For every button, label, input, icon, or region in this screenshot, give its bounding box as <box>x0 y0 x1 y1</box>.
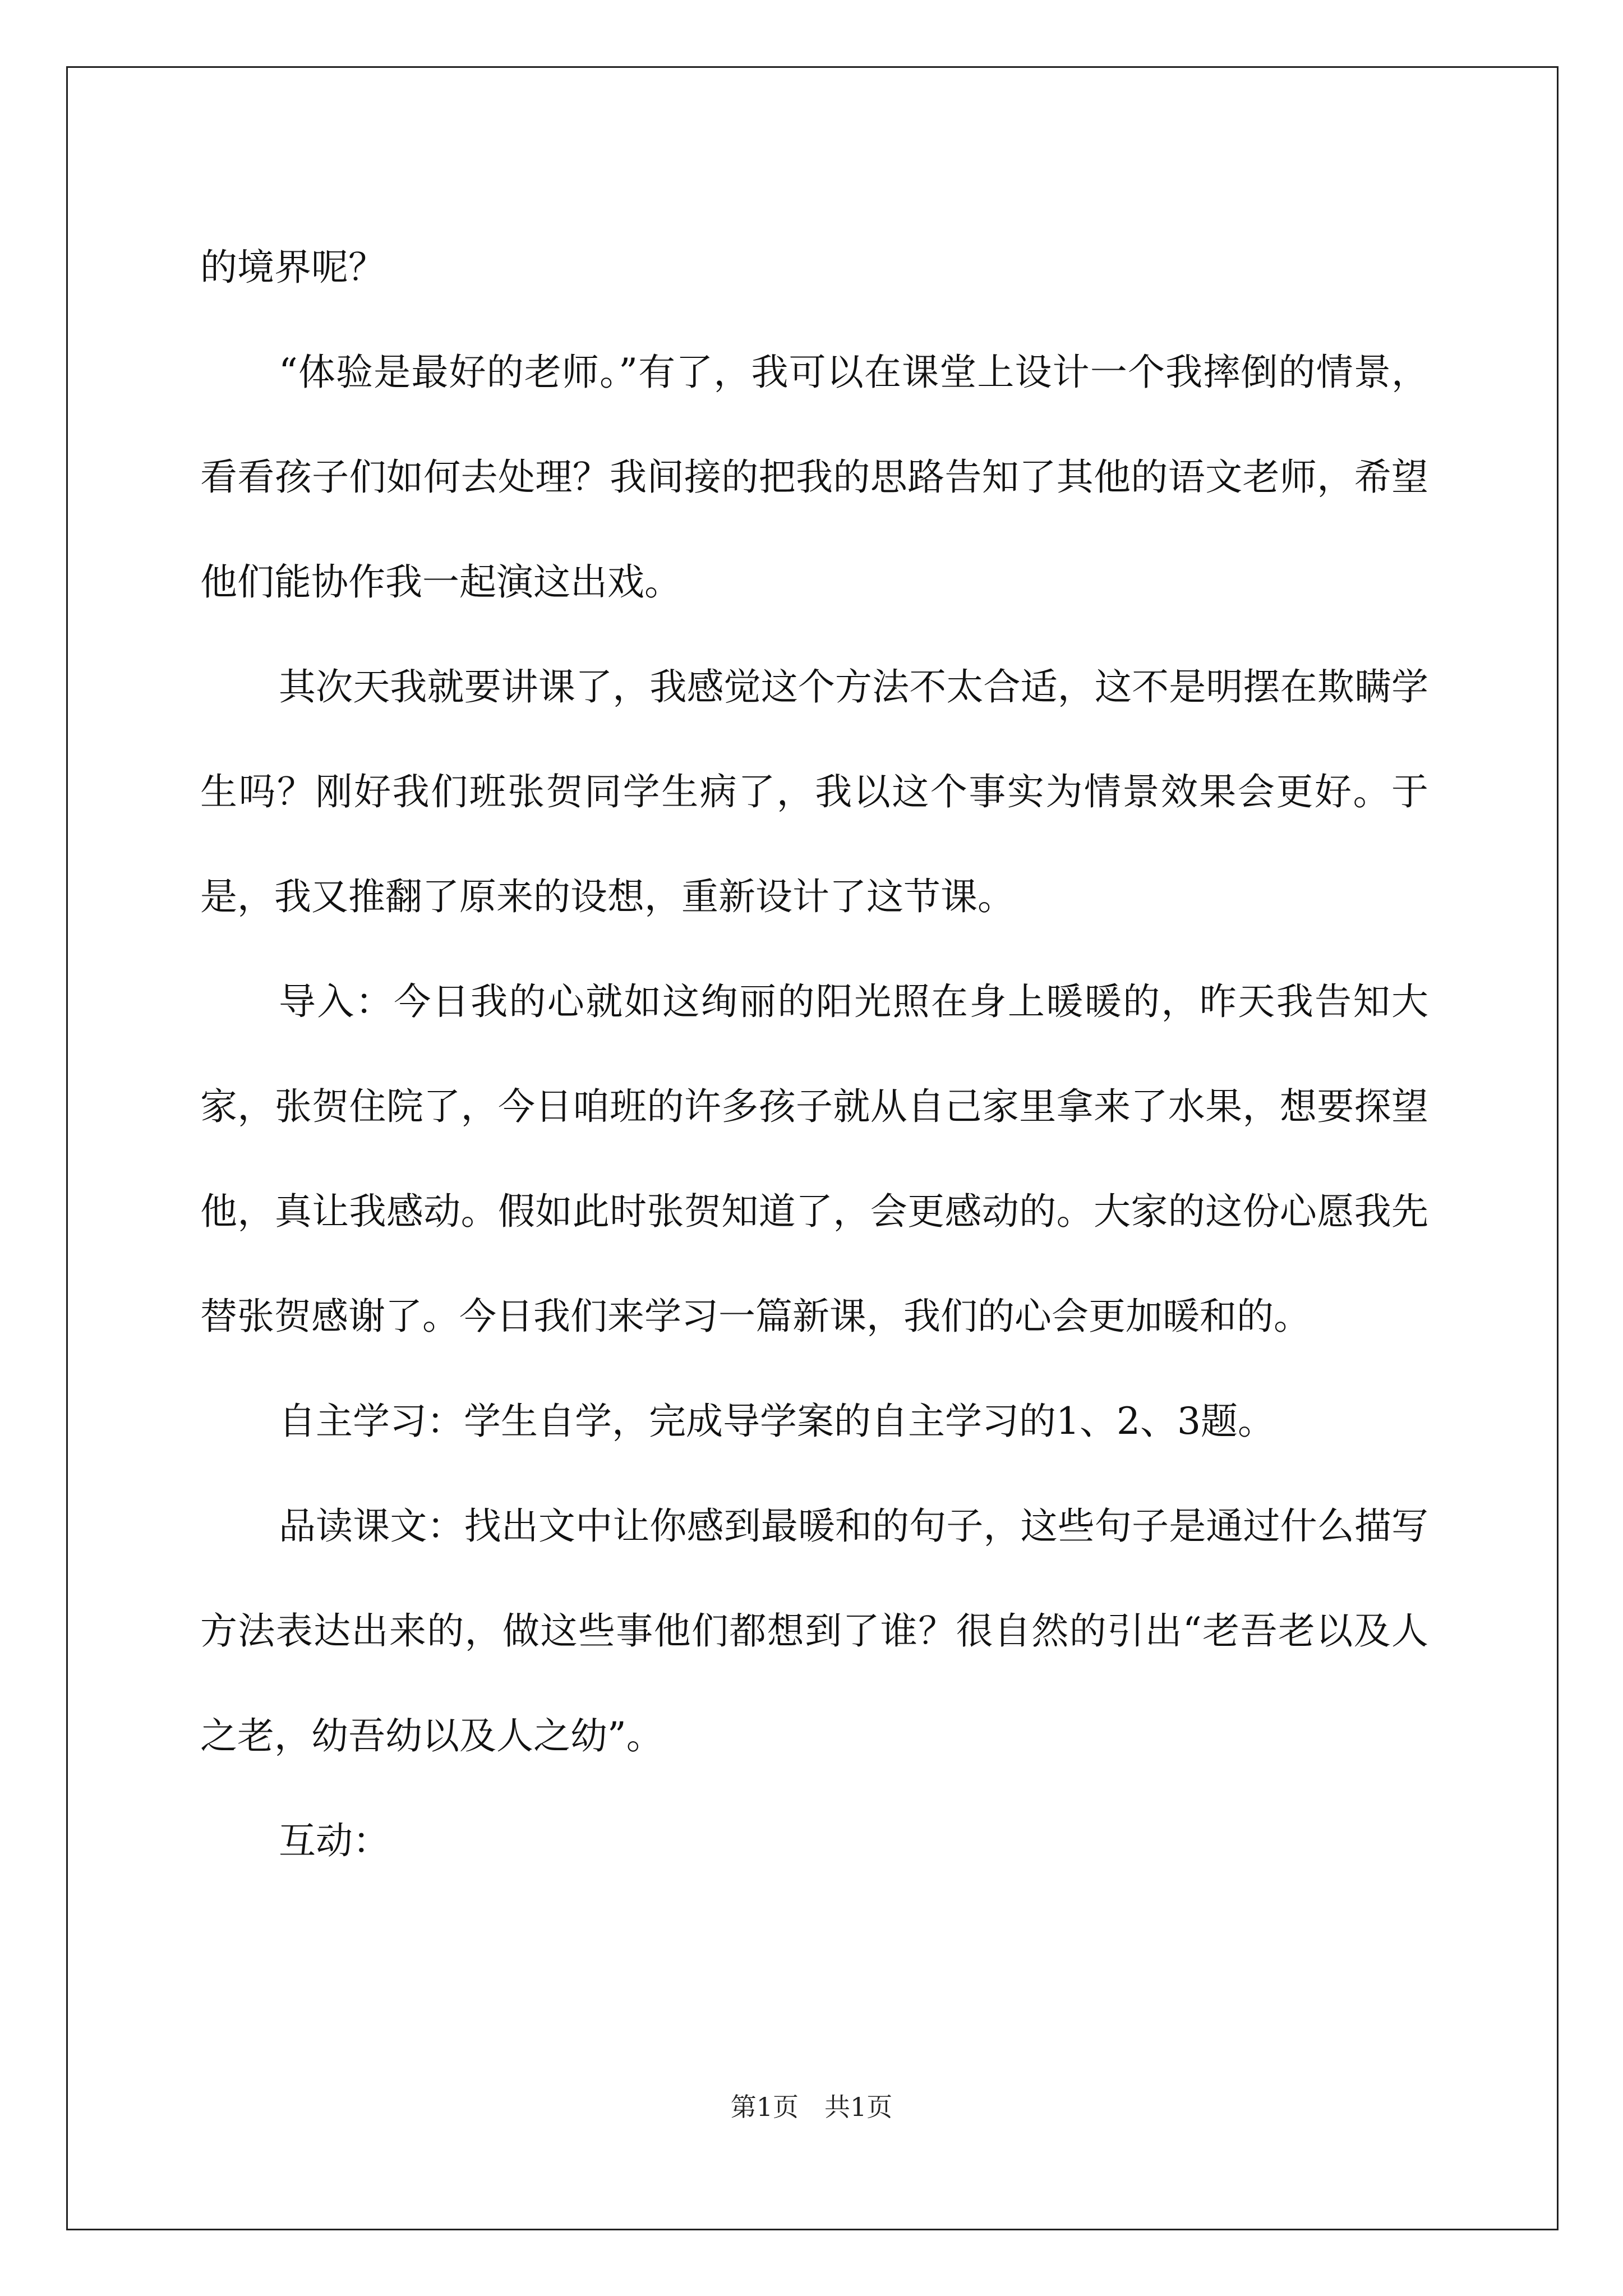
paragraph-7: 互动： <box>279 1819 390 1862</box>
paragraph-2: “体验是最好的老师。”有了，我可以在课堂上设计一个我摔倒的情景，看看孩子们如何去处理？我间接的把我的思路告知了其他的语文老师，希望他们能协作我一起演这出戏。 <box>200 351 1428 604</box>
paragraph-5: 自主学习：学生自学，完成导学案的自主学习的1、2、3题。 <box>279 1400 1275 1443</box>
paragraph-6: 品读课文：找出文中让你感到最暖和的句子，这些句子是通过什么描写方法表达出来的，做这些事他们都想到了谁？很自然的引出“老吾老以及人之老，幼吾幼以及人之幼”。 <box>200 1504 1428 1757</box>
page-footer <box>0 2090 1623 2124</box>
document-body <box>200 215 1428 1893</box>
paragraph-3: 其次天我就要讲课了，我感觉这个方法不太合适，这不是明摆在欺瞒学生吗？刚好我们班张贺同学生病了，我以这个事实为情景效果会更好。于是，我又推翻了原来的设想，重新设计了这节课。 <box>200 665 1428 918</box>
total-pages: 共1页 <box>824 2092 893 2122</box>
paragraph-1: 的境界呢？ <box>200 246 385 289</box>
paragraph-4: 导入：今日我的心就如这绚丽的阳光照在身上暖暖的，昨天我告知大家，张贺住院了，今日咱班的许多孩子就从自己家里拿来了水果，想要探望他，真让我感动。假如此时张贺知道了，会更感动的。大家的这份心愿我先替张贺感谢了。今日我们来学习一篇新课，我们的心会更加暖和的。 <box>200 980 1428 1338</box>
page-number: 第1页 <box>730 2092 799 2122</box>
